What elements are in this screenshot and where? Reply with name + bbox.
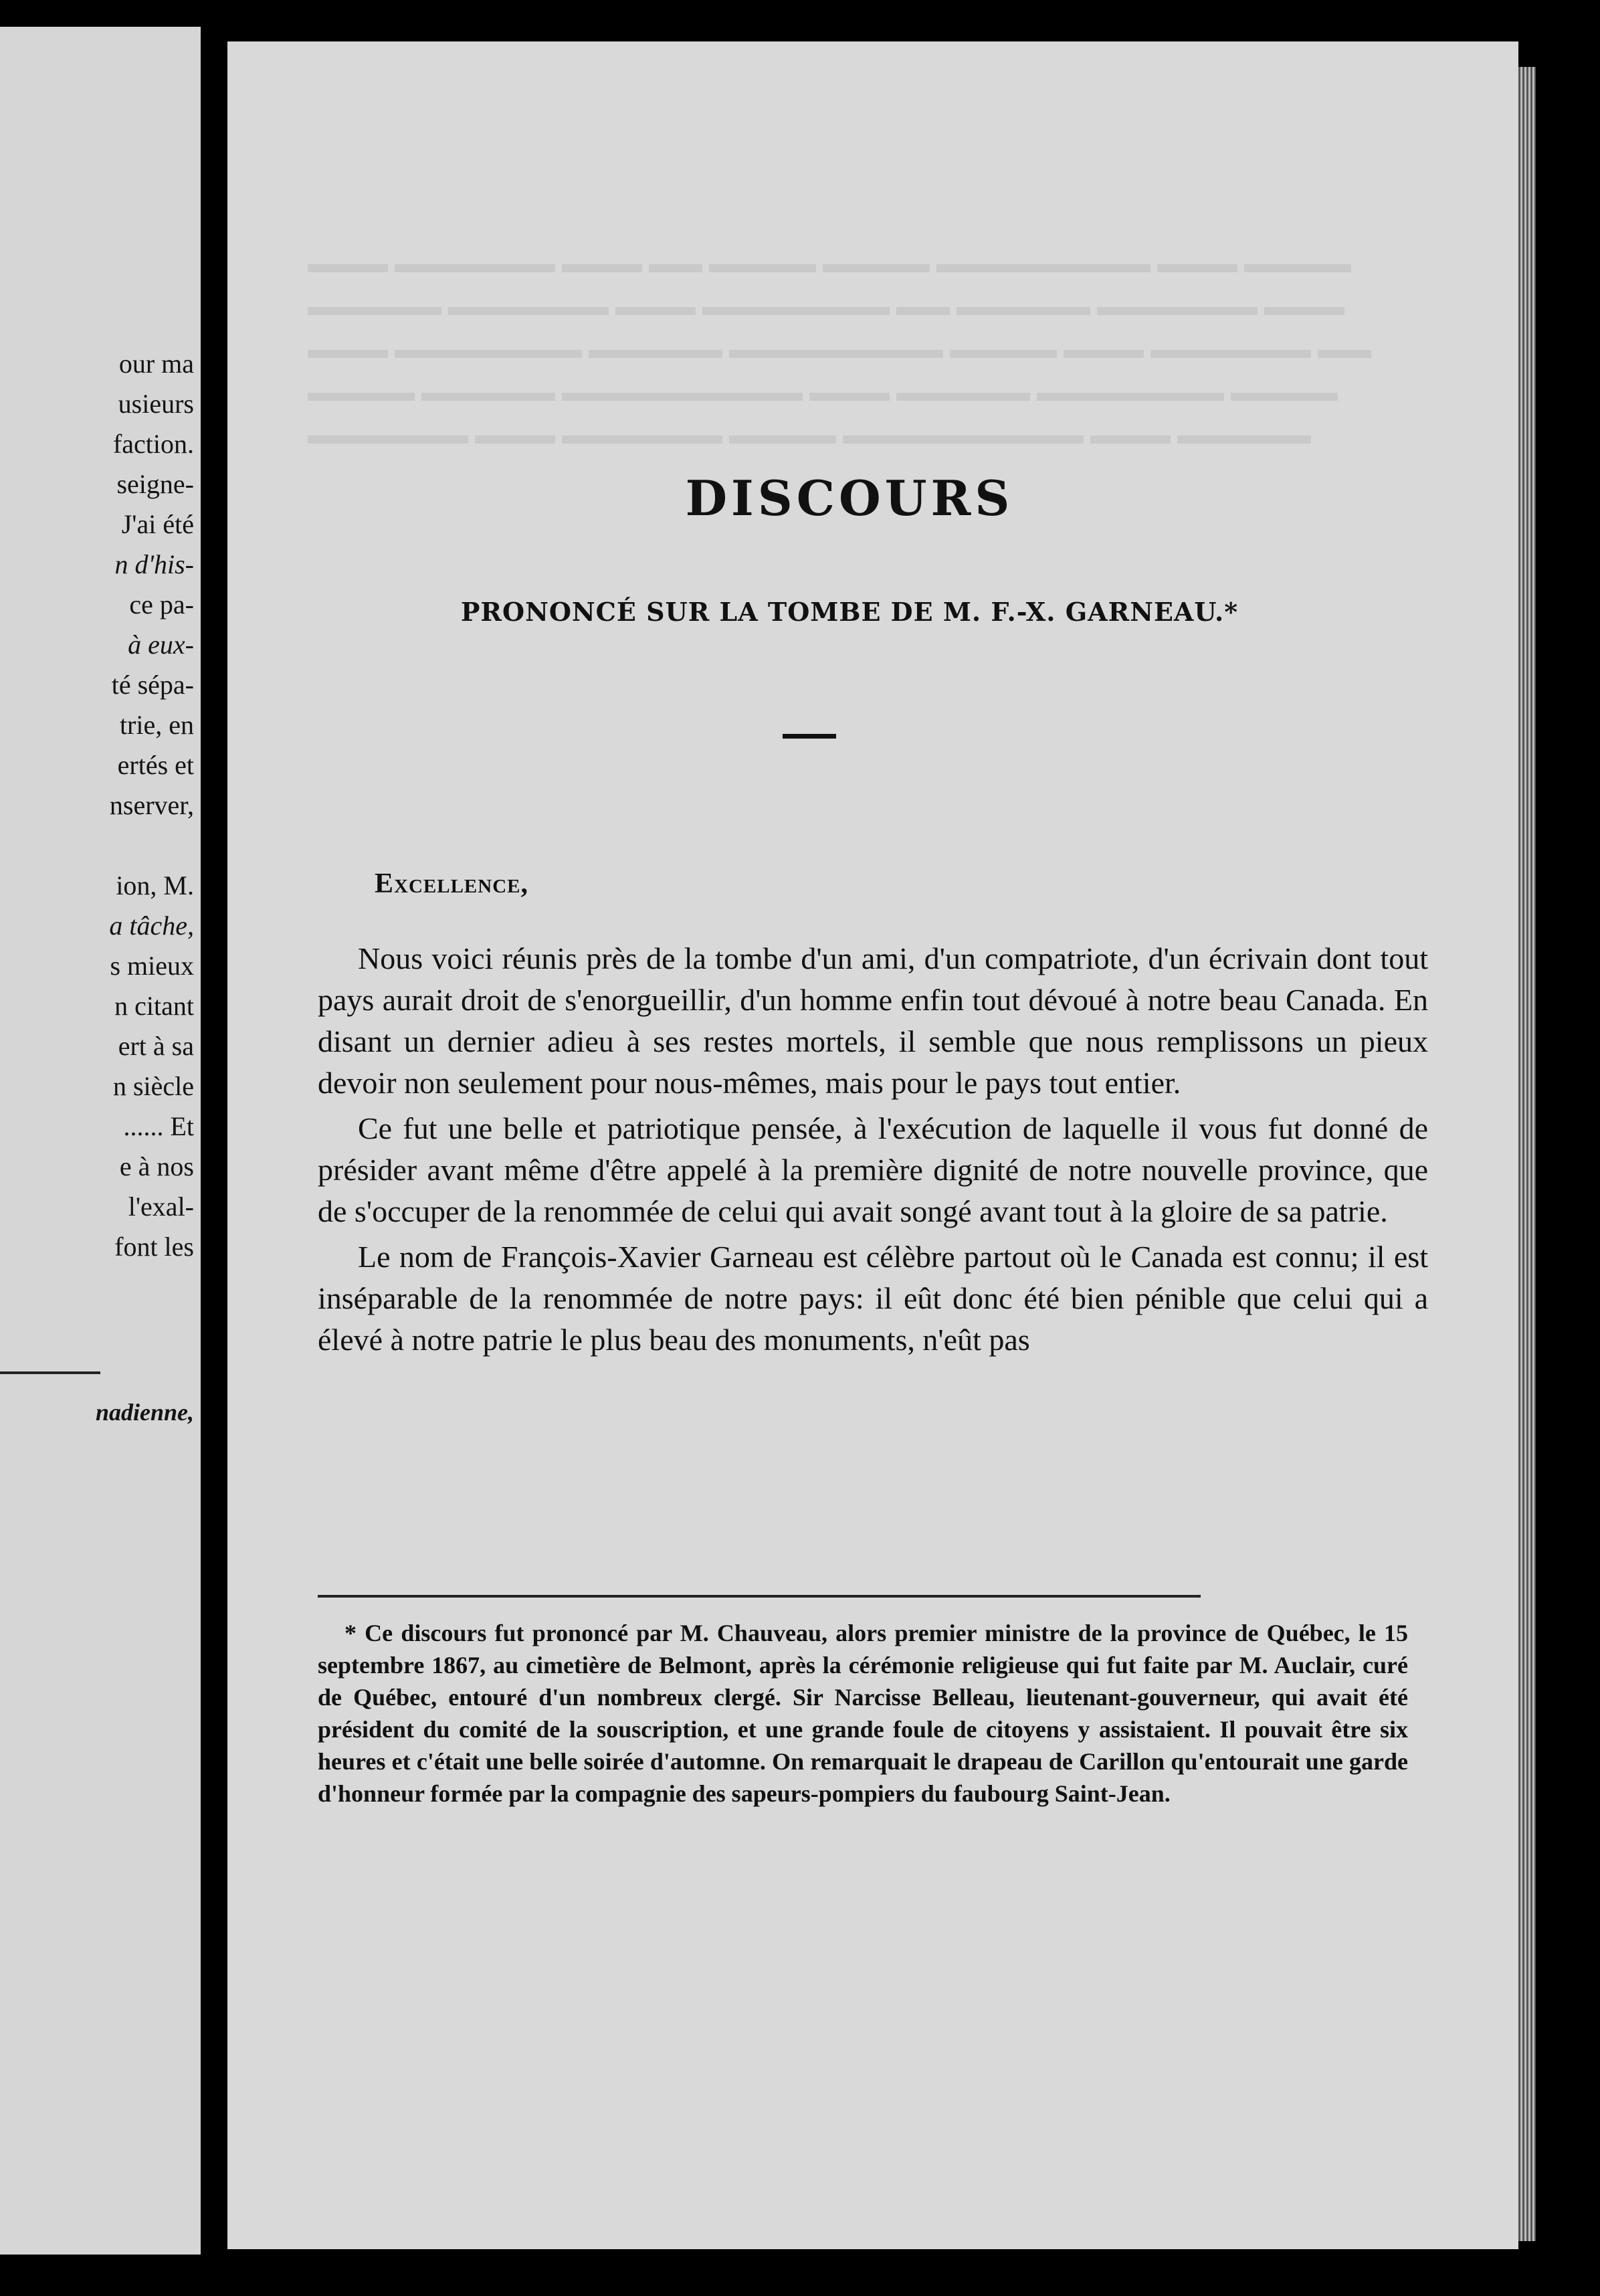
footnote-text: * Ce discours fut prononcé par M. Chauveau, alors premier ministre de la province de Québec, le 15 septembre 1867, au cimetière de Belmont, après la cérémonie religieuse qui fut faite par M. Auclair, curé de Québec, entouré d'un nombreux clergé. Sir Narcisse Belleau, lieutenant-gouverneur, qui avait été président du comité de la souscription, et une grande foule de citoyens y assistaient. Il pouvait être six heures et c'était une belle soirée d'automne. On remarquait le drapeau de Carillon qu'entourait une garde d'honneur formée par la compagnie des sapeurs-pompiers du faubourg Saint-Jean. <box>318 1620 1408 1807</box>
facing-page-line: our ma <box>118 349 194 379</box>
facing-page-line: n citant <box>114 991 194 1021</box>
paragraph: Le nom de François-Xavier Garneau est célèbre partout où le Canada est connu; il est inséparable de la renommée de notre pays: il eût donc été bien pénible que celui qui a élevé à notre patrie le plus beau des monuments, n'eût pas <box>318 1240 1428 1357</box>
facing-page-line: a tâche, <box>109 911 194 941</box>
facing-page-rule <box>0 1371 100 1374</box>
title-divider <box>783 734 836 739</box>
facing-page-line: usieurs <box>118 389 194 419</box>
paragraph: Ce fut une belle et patriotique pensée, à l'exécution de laquelle il vous fut donné de présider avant même d'être appelé à la première dignité de notre nouvelle province, que de s'occuper de la renommée de celui qui avait songé avant tout à la gloire de sa patrie. <box>318 1111 1428 1228</box>
facing-page-line: seigne- <box>116 469 194 499</box>
bleed-through-text: ▬▬▬ ▬▬▬▬▬▬ ▬▬▬ ▬▬ ▬▬▬▬ ▬▬▬▬ ▬▬▬▬▬▬▬▬ ▬▬▬ ▬▬▬▬ ▬▬▬▬▬ ▬▬▬▬▬▬ ▬▬▬ ▬▬▬▬▬▬▬ ▬▬ ▬▬▬▬▬ ▬▬▬▬▬▬ ▬▬▬ ▬▬▬ ▬▬▬▬▬▬▬ ▬▬▬▬▬ ▬▬▬▬▬▬▬▬ ▬▬▬▬ ▬▬▬ ▬▬▬▬▬▬ ▬▬ ▬▬▬▬ ▬▬▬▬▬ ▬▬▬▬▬▬▬▬▬ ▬▬▬ ▬▬▬▬▬ ▬▬▬▬▬▬▬ ▬▬▬▬ ▬▬▬▬▬▬ ▬▬▬ ▬▬▬▬▬▬ ▬▬▬▬ ▬▬▬▬▬▬▬▬▬ ▬▬▬ ▬▬▬▬▬ <box>308 248 1371 450</box>
facing-page-line: té sépa- <box>111 670 194 700</box>
facing-page-line: s mieux <box>110 951 194 981</box>
book-page <box>227 41 1518 2249</box>
facing-page-line: trie, en <box>119 710 194 740</box>
facing-page-line: ion, M. <box>116 870 194 900</box>
salutation: Excellence, <box>375 868 528 899</box>
paragraph: Nous voici réunis près de la tombe d'un ami, d'un compatriote, d'un écrivain dont tout pays aurait droit de s'enorgueillir, d'un homme enfin tout dévoué à notre beau Canada. En disant un dernier adieu à ses restes mortels, il semble que nous remplissons un pieux devoir non seulement pour nous-mêmes, mais pour le pays tout entier. <box>318 941 1428 1100</box>
page-subtitle: PRONONCÉ SUR LA TOMBE DE M. F.-X. GARNEAU.* <box>460 597 1239 627</box>
facing-page-line: n d'his- <box>114 549 194 579</box>
facing-page-line: ce pa- <box>129 589 194 619</box>
facing-page-line: ertés et <box>117 750 194 780</box>
body-text <box>318 938 1428 1365</box>
footnote-rule <box>318 1595 1201 1598</box>
facing-page-line: à eux- <box>128 630 194 660</box>
facing-page-line: e à nos <box>119 1151 194 1181</box>
facing-page-line: n siècle <box>112 1071 194 1101</box>
facing-page-line: l'exal- <box>128 1191 194 1222</box>
facing-page-line: ...... Et <box>123 1111 194 1141</box>
footnote <box>318 1617 1408 1810</box>
facing-page-line: font les <box>114 1232 194 1262</box>
facing-page-line: ert à sa <box>118 1031 194 1061</box>
facing-page-line: nserver, <box>109 790 194 820</box>
page-stack-edge <box>1518 67 1536 2241</box>
page-title: DISCOURS <box>685 470 1014 527</box>
facing-page-line: J'ai été <box>121 509 194 539</box>
facing-page-line: faction. <box>112 429 194 459</box>
facing-page-line: nadienne, <box>95 1399 194 1426</box>
facing-page-fragment <box>0 27 201 2255</box>
